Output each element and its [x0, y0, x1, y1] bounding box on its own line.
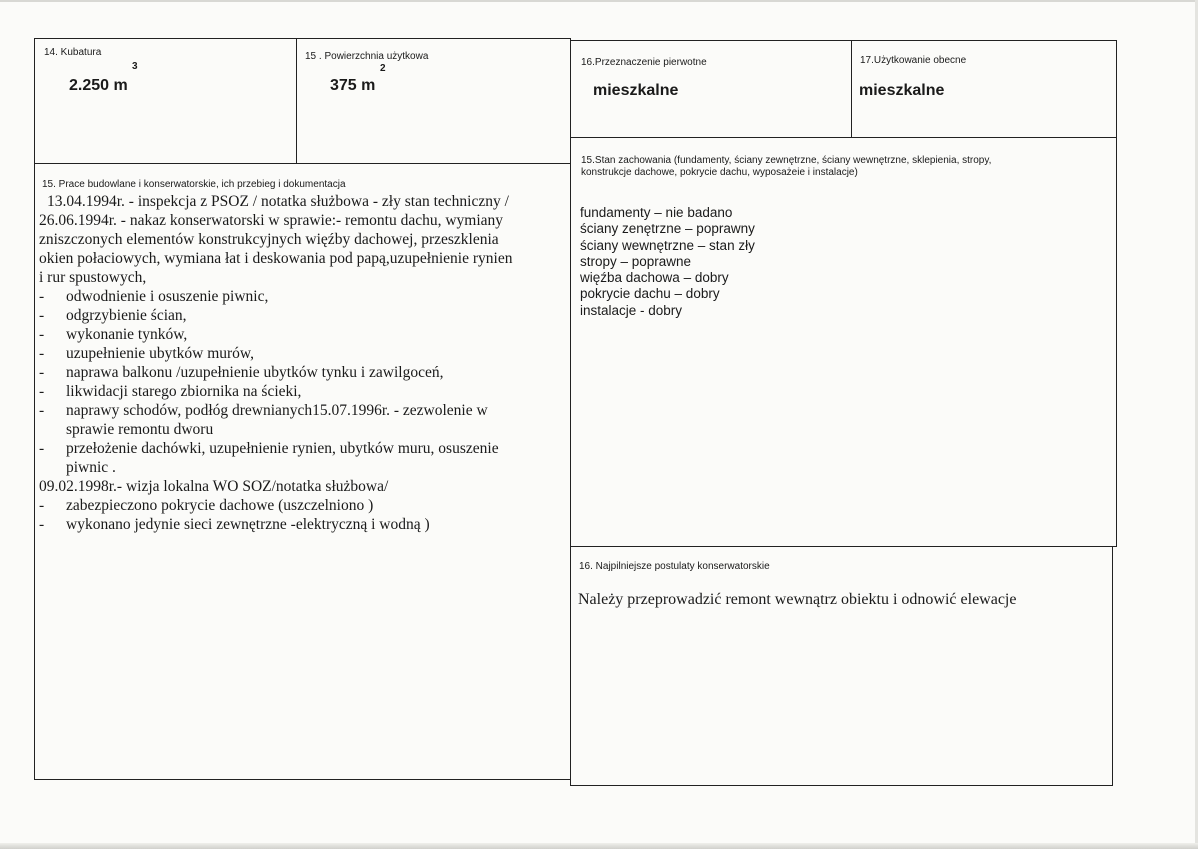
prace-list-item-cont: piwnic .: [66, 459, 116, 476]
uzytkowanie-value: mieszkalne: [859, 82, 945, 99]
prace-list-item-cont: sprawie remontu dworu: [66, 421, 214, 438]
kubatura-superscript: 3: [132, 61, 138, 72]
prace-line: 09.02.1998r.- wizja lokalna WO SOZ/notatka służbowa/: [39, 478, 389, 495]
powierzchnia-superscript: 2: [380, 63, 386, 74]
przeznaczenie-value: mieszkalne: [593, 82, 679, 99]
prace-list-item: likwidacji starego zbiornika na ścieki,: [66, 383, 302, 400]
stan-label-line2: konstrukcje dachowe, pokrycie dachu, wyposażeie i instalacje): [581, 167, 858, 178]
list-dash: -: [39, 497, 45, 514]
prace-list-item: wykonanie tynków,: [66, 326, 188, 343]
prace-list-item: naprawa balkonu /uzupełnienie ubytków tynku i zawilgoceń,: [66, 364, 444, 381]
postulaty-box: [570, 546, 1113, 786]
list-dash: -: [39, 402, 45, 419]
powierzchnia-box: [296, 38, 571, 164]
stan-item: ściany zenętrzne – poprawny: [580, 221, 755, 237]
stan-item: pokrycie dachu – dobry: [580, 286, 720, 302]
stan-item: stropy – poprawne: [580, 253, 692, 269]
postulaty-label: 16. Najpilniejsze postulaty konserwatorskie: [579, 561, 770, 572]
prace-text: [39, 192, 567, 752]
list-dash: -: [39, 288, 45, 305]
list-dash: -: [39, 516, 45, 533]
prace-line: okien połaciowych, wymiana łat i deskowania pod papą,uzupełnienie rynien: [39, 250, 513, 267]
stan-item: instalacje - dobry: [580, 302, 683, 318]
przeznaczenie-box: [570, 40, 852, 138]
kubatura-value: 2.250 m: [69, 77, 128, 94]
prace-list-item: odwodnienie i osuszenie piwnic,: [66, 288, 269, 305]
uzytkowanie-box: [851, 40, 1117, 138]
stan-list: [580, 205, 755, 319]
prace-list-item: uzupełnienie ubytków murów,: [66, 345, 254, 362]
uzytkowanie-label: 17.Użytkowanie obecne: [860, 55, 967, 66]
list-dash: -: [39, 440, 45, 457]
prace-list-item: odgrzybienie ścian,: [66, 307, 187, 324]
kubatura-box: [34, 38, 297, 164]
prace-line: i rur spustowych,: [39, 269, 147, 286]
list-dash: -: [39, 383, 45, 400]
prace-label: 15. Prace budowlane i konserwatorskie, ich przebieg i dokumentacja: [42, 179, 346, 190]
stan-label-line1: 15.Stan zachowania (fundamenty, ściany zewnętrzne, ściany wewnętrzne, sklepienia, stropy,: [581, 155, 992, 166]
prace-line: 26.06.1994r. - nakaz konserwatorski w sprawie:- remontu dachu, wymiany: [39, 212, 504, 229]
postulaty-text: Należy przeprowadzić remont wewnątrz obiektu i odnowić elewacje: [578, 591, 1017, 608]
stan-item: fundamenty – nie badano: [580, 205, 733, 220]
przeznaczenie-label: 16.Przeznaczenie pierwotne: [581, 57, 707, 68]
prace-list-item: przełożenie dachówki, uzupełnienie rynien, ubytków muru, osuszenie: [66, 440, 499, 457]
prace-line: 13.04.1994r. - inspekcja z PSOZ / notatka służbowa - zły stan techniczny /: [47, 193, 509, 210]
kubatura-label: 14. Kubatura: [44, 47, 102, 58]
list-dash: -: [39, 364, 45, 381]
prace-line: zniszczonych elementów konstrukcyjnych więźby dachowej, przeszklenia: [39, 231, 499, 248]
list-dash: -: [39, 345, 45, 362]
stan-item: ściany wewnętrzne – stan zły: [580, 237, 755, 253]
prace-box: [34, 163, 571, 780]
prace-list-item: wykonano jedynie sieci zewnętrzne -elektryczną i wodną ): [66, 516, 430, 533]
scan-edge-bottom: [0, 843, 1198, 849]
list-dash: -: [39, 307, 45, 324]
stan-item: więźba dachowa – dobry: [580, 270, 729, 286]
powierzchnia-label: 15 . Powierzchnia użytkowa: [305, 51, 429, 62]
stan-box: [570, 137, 1117, 547]
list-dash: -: [39, 326, 45, 343]
powierzchnia-value: 375 m: [330, 77, 376, 94]
prace-list-item: naprawy schodów, podłóg drewnianych15.07.1996r. - zezwolenie w: [66, 402, 488, 419]
scan-edge-top: [0, 0, 1198, 2]
prace-list-item: zabezpieczono pokrycie dachowe (uszczelniono ): [66, 497, 374, 514]
